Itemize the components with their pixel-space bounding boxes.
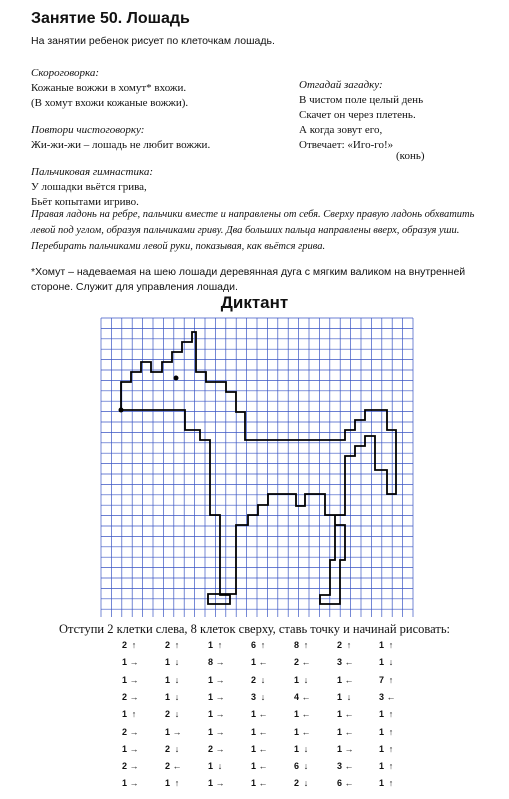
arrow-up-icon: ↑ <box>131 709 137 720</box>
arrow-down-icon: ↓ <box>260 691 266 702</box>
step-count: 2 <box>121 761 127 772</box>
arrow-left-icon: ← <box>172 761 182 772</box>
dictation-step <box>289 709 323 719</box>
riddle-line: А когда зовут его, <box>299 124 383 136</box>
dictation-step <box>332 657 366 667</box>
step-count: 2 <box>207 743 213 754</box>
arrow-down-icon: ↓ <box>303 778 309 789</box>
dictation-step <box>246 657 280 667</box>
dictation-step <box>289 778 323 788</box>
riddle-line: Отвечает: «Иго-го!» <box>299 139 394 151</box>
step-count: 3 <box>378 691 384 702</box>
arrow-down-icon: ↓ <box>174 691 180 702</box>
arrow-left-icon: ← <box>301 657 311 668</box>
dictation-step <box>374 709 408 719</box>
dictation-step <box>246 727 280 737</box>
dictation-step <box>203 692 237 702</box>
dictation-step <box>332 675 366 685</box>
step-count: 1 <box>293 743 299 754</box>
dictation-step <box>117 778 151 788</box>
arrow-down-icon: ↓ <box>388 657 394 668</box>
step-count: 1 <box>293 726 299 737</box>
dictation-step <box>374 727 408 737</box>
finger-gym-heading: Пальчиковая гимнастика: <box>31 166 153 178</box>
step-count: 2 <box>293 657 299 668</box>
arrow-left-icon: ← <box>344 674 354 685</box>
arrow-right-icon: → <box>129 761 139 772</box>
dictation-step <box>160 692 194 702</box>
dictation-step <box>117 709 151 719</box>
arrow-down-icon: ↓ <box>346 691 352 702</box>
arrow-left-icon: ← <box>258 743 268 754</box>
step-count: 1 <box>207 640 213 650</box>
dictation-step <box>203 709 237 719</box>
dictation-step <box>289 692 323 702</box>
dictation-step <box>160 727 194 737</box>
dictation-step <box>332 761 366 771</box>
step-count: 3 <box>250 691 256 702</box>
dictation-step <box>160 761 194 771</box>
dictation-step <box>374 761 408 771</box>
arrow-right-icon: → <box>129 674 139 685</box>
arrow-left-icon: ← <box>301 709 311 720</box>
dictation-step <box>203 744 237 754</box>
arrow-down-icon: ↓ <box>174 657 180 668</box>
arrow-right-icon: → <box>215 657 225 668</box>
pure-speech-line: Жи-жи-жи – лошадь не любит вожжи. <box>31 139 211 151</box>
step-count: 1 <box>121 657 127 668</box>
step-count: 1 <box>207 726 213 737</box>
step-count: 1 <box>336 691 342 702</box>
step-count: 4 <box>293 691 299 702</box>
dictation-step <box>203 640 237 650</box>
step-count: 1 <box>164 778 170 789</box>
step-count: 1 <box>378 640 384 650</box>
arrow-right-icon: → <box>129 691 139 702</box>
footnote: *Хомут – надеваемая на шею лошади деревянная дуга с мягким валиком на внутренней стороне. Служит для управления лошади. <box>31 266 466 293</box>
arrow-left-icon: ← <box>258 657 268 668</box>
step-count: 1 <box>250 726 256 737</box>
step-count: 3 <box>336 657 342 668</box>
arrow-up-icon: ↑ <box>346 640 352 650</box>
step-count: 6 <box>293 761 299 772</box>
arrow-up-icon: ↑ <box>174 640 180 650</box>
step-count: 3 <box>336 761 342 772</box>
arrow-up-icon: ↑ <box>131 640 137 650</box>
step-count: 1 <box>293 674 299 685</box>
step-count: 1 <box>164 657 170 668</box>
step-count: 1 <box>336 743 342 754</box>
step-count: 1 <box>336 709 342 720</box>
arrow-up-icon: ↑ <box>303 640 309 650</box>
step-count: 1 <box>250 709 256 720</box>
arrow-left-icon: ← <box>258 709 268 720</box>
dictation-step <box>374 744 408 754</box>
finger-gym-line: У лошадки вьётся грива, <box>31 181 147 193</box>
dictation-step <box>374 640 408 650</box>
dictation-step <box>374 657 408 667</box>
step-count: 1 <box>378 761 384 772</box>
arrow-down-icon: ↓ <box>260 674 266 685</box>
dictation-start-instruction: Отступи 2 клетки слева, 8 клеток сверху, ставь точку и начинай рисовать: <box>58 622 450 636</box>
step-count: 2 <box>293 778 299 789</box>
step-count: 1 <box>378 743 384 754</box>
step-count: 7 <box>378 674 384 685</box>
step-count: 1 <box>164 674 170 685</box>
arrow-up-icon: ↑ <box>388 743 394 754</box>
arrow-up-icon: ↑ <box>388 709 394 720</box>
step-count: 1 <box>121 778 127 789</box>
step-count: 1 <box>207 709 213 720</box>
arrow-left-icon: ← <box>344 657 354 668</box>
pure-speech-heading: Повтори чистоговорку: <box>31 124 145 136</box>
riddle-line: В чистом поле целый день <box>299 94 424 106</box>
arrow-right-icon: → <box>215 778 225 789</box>
arrow-left-icon: ← <box>344 709 354 720</box>
riddle-answer: (конь) <box>396 150 425 162</box>
step-count: 6 <box>336 778 342 789</box>
arrow-right-icon: → <box>129 778 139 789</box>
dictation-step <box>160 778 194 788</box>
arrow-up-icon: ↑ <box>260 640 266 650</box>
dictation-step <box>203 761 237 771</box>
dictation-step <box>117 744 151 754</box>
step-count: 2 <box>164 709 170 720</box>
arrow-left-icon: ← <box>344 778 354 789</box>
dictation-step <box>332 692 366 702</box>
arrow-down-icon: ↓ <box>174 743 180 754</box>
arrow-down-icon: ↓ <box>303 674 309 685</box>
dictation-step <box>246 744 280 754</box>
finger-gym-line: Бьёт копытами игриво. <box>31 196 139 208</box>
arrow-left-icon: ← <box>386 691 396 702</box>
arrow-down-icon: ↓ <box>303 743 309 754</box>
arrow-left-icon: ← <box>301 726 311 737</box>
arrow-up-icon: ↑ <box>388 674 394 685</box>
arrow-up-icon: ↑ <box>388 726 394 737</box>
dictation-step <box>289 675 323 685</box>
step-count: 8 <box>293 640 299 650</box>
horse-eye-dot <box>174 376 179 381</box>
dictation-step <box>203 657 237 667</box>
arrow-right-icon: → <box>215 726 225 737</box>
dictation-step <box>332 744 366 754</box>
step-count: 1 <box>378 726 384 737</box>
arrow-left-icon: ← <box>344 761 354 772</box>
arrow-left-icon: ← <box>344 726 354 737</box>
arrow-down-icon: ↓ <box>174 709 180 720</box>
start-point-dot <box>119 408 124 413</box>
step-count: 2 <box>121 691 127 702</box>
lesson-intro: На занятии ребенок рисует по клеточкам лошадь. <box>31 35 275 47</box>
dictation-step <box>374 778 408 788</box>
step-count: 1 <box>336 674 342 685</box>
dictation-step <box>203 727 237 737</box>
step-count: 1 <box>378 778 384 789</box>
step-count: 6 <box>250 640 256 650</box>
arrow-right-icon: → <box>172 726 182 737</box>
step-count: 2 <box>164 761 170 772</box>
step-count: 8 <box>207 657 213 668</box>
arrow-down-icon: ↓ <box>217 761 223 772</box>
dictation-step <box>203 675 237 685</box>
step-count: 1 <box>250 761 256 772</box>
dictation-step <box>117 692 151 702</box>
arrow-right-icon: → <box>215 674 225 685</box>
step-count: 1 <box>207 761 213 772</box>
step-count: 1 <box>164 726 170 737</box>
step-count: 1 <box>164 691 170 702</box>
dictation-step <box>332 778 366 788</box>
step-count: 1 <box>121 709 127 720</box>
dictation-step <box>246 761 280 771</box>
tongue-twister-line: Кожаные вожжи в хомут* вхожи. <box>31 82 187 94</box>
dictation-step <box>246 778 280 788</box>
dictation-step <box>289 657 323 667</box>
dictation-step <box>332 640 366 650</box>
arrow-up-icon: ↑ <box>388 778 394 789</box>
dictation-step <box>117 727 151 737</box>
dictation-step <box>160 657 194 667</box>
dictation-step <box>117 657 151 667</box>
step-count: 1 <box>250 778 256 789</box>
dictation-step <box>160 640 194 650</box>
step-count: 2 <box>121 726 127 737</box>
dictation-step <box>246 675 280 685</box>
finger-gym-instruction: Правая ладонь на ребре, пальчики вместе и направлены от себя. Сверху правую ладонь обхватить левой под углом, образуя пальчиками гриву. Два больших пальца направлены вверх, образуя уши. Перебирать пальчиками левой руки, показывая, как вьётся грива. <box>31 209 475 252</box>
step-count: 2 <box>164 640 170 650</box>
riddle-heading: Отгадай загадку: <box>299 79 383 91</box>
step-count: 1 <box>207 674 213 685</box>
arrow-left-icon: ← <box>258 726 268 737</box>
arrow-down-icon: ↓ <box>303 761 309 772</box>
step-count: 1 <box>207 691 213 702</box>
arrow-left-icon: ← <box>301 691 311 702</box>
dictation-title: Диктант <box>220 293 289 312</box>
dictation-step <box>374 692 408 702</box>
step-count: 1 <box>121 674 127 685</box>
dictation-step <box>246 709 280 719</box>
step-count: 2 <box>164 743 170 754</box>
step-count: 2 <box>121 640 127 650</box>
tongue-twister-heading: Скороговорка: <box>31 67 100 79</box>
arrow-up-icon: ↑ <box>217 640 223 650</box>
dictation-step <box>332 727 366 737</box>
step-count: 1 <box>378 709 384 720</box>
step-count: 1 <box>207 778 213 789</box>
horse-outline <box>121 332 396 604</box>
arrow-right-icon: → <box>129 726 139 737</box>
dictation-step <box>289 727 323 737</box>
dictation-step <box>246 692 280 702</box>
dictation-step <box>289 761 323 771</box>
step-count: 1 <box>250 657 256 668</box>
arrow-up-icon: ↑ <box>174 778 180 789</box>
dictation-step <box>374 675 408 685</box>
arrow-right-icon: → <box>215 743 225 754</box>
arrow-up-icon: ↑ <box>388 640 394 650</box>
step-count: 1 <box>336 726 342 737</box>
arrow-right-icon: → <box>129 743 139 754</box>
step-count: 1 <box>378 657 384 668</box>
arrow-right-icon: → <box>215 709 225 720</box>
step-count: 1 <box>250 743 256 754</box>
dictation-step <box>117 675 151 685</box>
dictation-step <box>160 675 194 685</box>
tongue-twister-line: (В хомут вхожи кожаные вожжи). <box>31 97 189 109</box>
arrow-left-icon: ← <box>258 778 268 789</box>
dictation-step <box>117 640 151 650</box>
dictation-step <box>160 744 194 754</box>
dictation-step <box>203 778 237 788</box>
dictation-step <box>332 709 366 719</box>
arrow-right-icon: → <box>215 691 225 702</box>
arrow-right-icon: → <box>129 657 139 668</box>
step-count: 2 <box>250 674 256 685</box>
riddle-line: Скачет он через плетень. <box>299 109 416 121</box>
dictation-step <box>289 640 323 650</box>
arrow-right-icon: → <box>344 743 354 754</box>
dictation-step <box>289 744 323 754</box>
dictation-step <box>246 640 280 650</box>
dictation-step <box>117 761 151 771</box>
arrow-up-icon: ↑ <box>388 761 394 772</box>
arrow-down-icon: ↓ <box>174 674 180 685</box>
dictation-step <box>160 709 194 719</box>
step-count: 1 <box>293 709 299 720</box>
step-count: 2 <box>336 640 342 650</box>
step-count: 1 <box>121 743 127 754</box>
lesson-title: Занятие 50. Лошадь <box>31 10 190 27</box>
arrow-left-icon: ← <box>258 761 268 772</box>
